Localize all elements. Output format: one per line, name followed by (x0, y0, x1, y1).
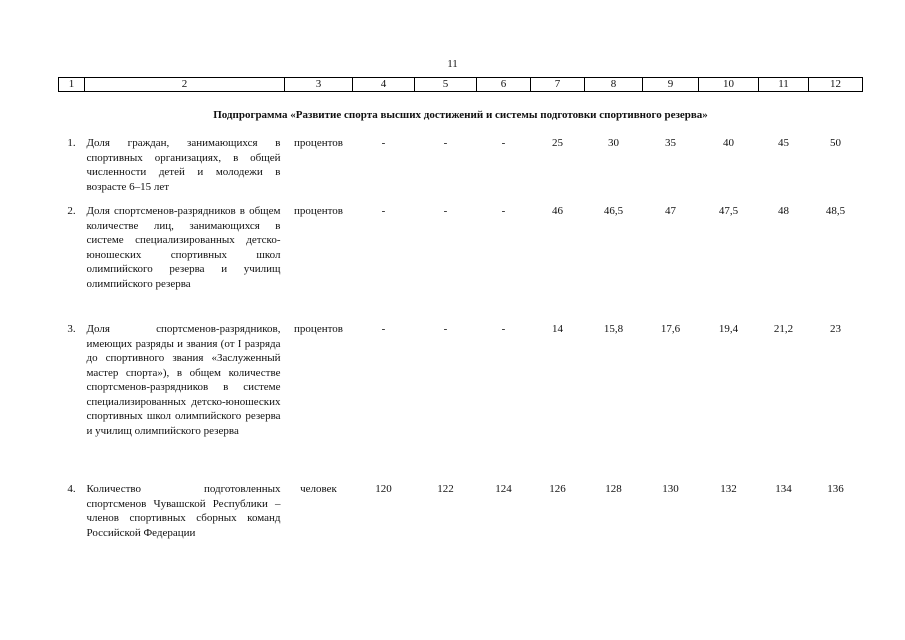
unit-cell: процентов (294, 205, 343, 217)
value-cell: 46,5 (603, 205, 624, 217)
col-header: 2 (85, 78, 285, 92)
value-cell: 48,5 (825, 205, 846, 217)
indicator-name: Доля спортсменов-разрядников, имеющих разряды и звания (от I разряда до спортивного звания «Заслуженный мастер спорта»), в общем количестве спортсменов-разрядников в системе специализированных детско-юношеских спортивных школ олимпийского резерва и училищ олимпийского резерва (86, 323, 281, 437)
value-cell: 23 (830, 323, 841, 335)
header-row (59, 78, 863, 92)
value-cell: - (501, 205, 506, 217)
value-cell: 47,5 (718, 205, 739, 217)
value-cell: 50 (830, 137, 841, 149)
value-cell: 136 (827, 483, 844, 495)
row-number: 3. (67, 323, 76, 335)
value-cell: - (381, 205, 386, 217)
col-header: 3 (285, 78, 353, 92)
value-cell: 126 (549, 483, 566, 495)
value-cell: 14 (552, 323, 563, 335)
indicator-name: Количество подготовленных спортсменов Чувашской Республики – членов спортивных сборных команд Российской Федерации (86, 483, 281, 539)
value-cell: - (443, 137, 448, 149)
row-number: 4. (67, 483, 76, 495)
value-cell: 17,6 (660, 323, 681, 335)
col-header: 12 (809, 78, 863, 92)
value-cell: 134 (775, 483, 792, 495)
value-cell: - (381, 137, 386, 149)
col-header: 8 (585, 78, 643, 92)
indicators-table (58, 77, 863, 562)
table-row (59, 482, 863, 562)
col-header: 4 (353, 78, 415, 92)
value-cell: 25 (552, 137, 563, 149)
table-row (59, 136, 863, 204)
table-row (59, 322, 863, 482)
row-number: 1. (67, 137, 76, 149)
value-cell: 130 (662, 483, 679, 495)
value-cell: 122 (437, 483, 454, 495)
value-cell: - (381, 323, 386, 335)
value-cell: - (443, 323, 448, 335)
value-cell: 124 (495, 483, 512, 495)
value-cell: 40 (723, 137, 734, 149)
col-header: 5 (415, 78, 477, 92)
value-cell: 21,2 (773, 323, 794, 335)
value-cell: 47 (665, 205, 676, 217)
value-cell: 128 (605, 483, 622, 495)
col-header: 7 (531, 78, 585, 92)
value-cell: - (443, 205, 448, 217)
value-cell: 46 (552, 205, 563, 217)
value-cell: 45 (778, 137, 789, 149)
col-header: 6 (477, 78, 531, 92)
unit-cell: процентов (294, 137, 343, 149)
col-header: 11 (759, 78, 809, 92)
unit-cell: человек (300, 483, 337, 495)
page-number: 11 (447, 58, 458, 70)
value-cell: - (501, 137, 506, 149)
unit-cell: процентов (294, 323, 343, 335)
value-cell: 15,8 (603, 323, 624, 335)
value-cell: 120 (375, 483, 392, 495)
section-row (59, 92, 863, 137)
indicator-name: Доля граждан, занимающихся в спортивных организациях, в общей численности детей и молодежи в возрасте 6–15 лет (86, 137, 281, 193)
value-cell: 30 (608, 137, 619, 149)
indicator-name: Доля спортсменов-разрядников в общем количестве лиц, занимающихся в системе специализированных детско-юношеских спортивных школ олимпийского резерва и училищ олимпийского резерва (86, 205, 281, 290)
value-cell: 48 (778, 205, 789, 217)
value-cell: 35 (665, 137, 676, 149)
col-header: 1 (59, 78, 85, 92)
table-row (59, 204, 863, 322)
row-number: 2. (67, 205, 76, 217)
col-header: 10 (699, 78, 759, 92)
value-cell: 132 (720, 483, 737, 495)
value-cell: - (501, 323, 506, 335)
value-cell: 19,4 (718, 323, 739, 335)
section-title: Подпрограмма «Развитие спорта высших достижений и системы подготовки спортивного резерва» (213, 109, 708, 121)
col-header: 9 (643, 78, 699, 92)
